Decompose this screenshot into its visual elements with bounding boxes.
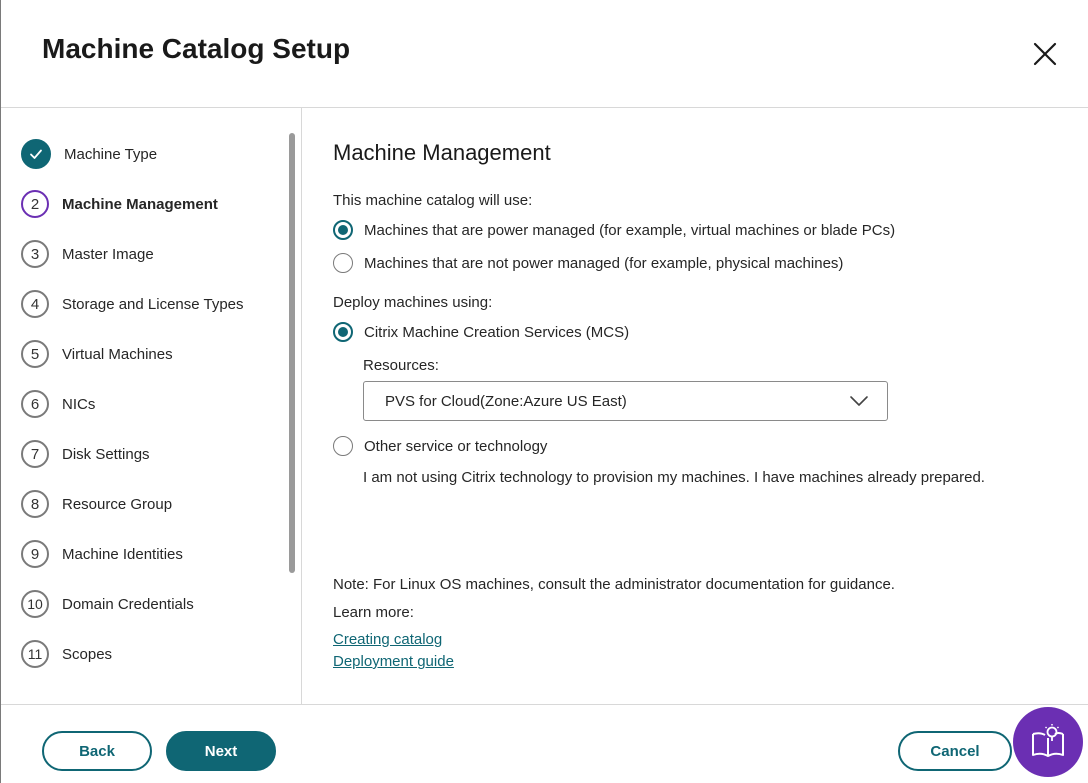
page-title: Machine Management bbox=[333, 140, 551, 165]
step-number: 7 bbox=[21, 440, 49, 468]
sidebar-scrollbar[interactable] bbox=[289, 133, 295, 573]
step-done-indicator bbox=[21, 139, 51, 169]
catalog-use-label: This machine catalog will use: bbox=[333, 192, 533, 209]
steps-sidebar bbox=[1, 108, 302, 704]
step-disk-settings[interactable] bbox=[21, 438, 291, 470]
radio-label: Machines that are power managed (for example, virtual machines or blade PCs) bbox=[364, 221, 896, 239]
chevron-down-icon bbox=[849, 394, 869, 408]
step-number: 9 bbox=[21, 540, 49, 568]
main-panel bbox=[302, 108, 1088, 704]
radio-not-power-managed[interactable] bbox=[333, 253, 843, 273]
step-label: Virtual Machines bbox=[62, 345, 173, 363]
radio-power-managed[interactable] bbox=[333, 220, 895, 240]
radio-mcs[interactable] bbox=[333, 322, 629, 342]
step-label: Resource Group bbox=[62, 495, 173, 513]
step-label: Domain Credentials bbox=[62, 595, 194, 613]
help-book-lightbulb-icon bbox=[1028, 722, 1068, 762]
deployment-guide-link[interactable]: Deployment guide bbox=[333, 653, 454, 670]
step-label: Storage and License Types bbox=[62, 295, 244, 313]
radio-other-service[interactable] bbox=[333, 436, 547, 456]
radio-button-checked[interactable] bbox=[333, 220, 353, 240]
step-machine-management[interactable] bbox=[21, 188, 291, 220]
dialog-header bbox=[1, 0, 1088, 108]
next-button[interactable]: Next bbox=[166, 731, 276, 771]
close-icon bbox=[1029, 38, 1061, 70]
checkmark-icon bbox=[28, 146, 44, 162]
step-label: Disk Settings bbox=[62, 445, 150, 463]
linux-note: Note: For Linux OS machines, consult the administrator documentation for guidance. bbox=[333, 576, 895, 593]
radio-button[interactable] bbox=[333, 436, 353, 456]
step-number: 4 bbox=[21, 290, 49, 318]
dialog-footer bbox=[1, 704, 1088, 783]
resources-label: Resources: bbox=[363, 357, 439, 374]
resources-select-value: PVS for Cloud(Zone:Azure US East) bbox=[385, 392, 627, 410]
radio-button[interactable] bbox=[333, 253, 353, 273]
step-number: 8 bbox=[21, 490, 49, 518]
radio-label: Other service or technology bbox=[364, 437, 548, 455]
back-button[interactable]: Back bbox=[42, 731, 152, 771]
step-number: 3 bbox=[21, 240, 49, 268]
step-number: 11 bbox=[21, 640, 49, 668]
step-resource-group[interactable] bbox=[21, 488, 291, 520]
step-scopes[interactable] bbox=[21, 638, 291, 670]
step-label: Machine Identities bbox=[62, 545, 183, 563]
radio-label: Citrix Machine Creation Services (MCS) bbox=[364, 323, 630, 341]
step-number: 10 bbox=[21, 590, 49, 618]
step-label: Machine Management bbox=[62, 195, 218, 213]
other-description: I am not using Citrix technology to provision my machines. I have machines already prepared. bbox=[363, 469, 985, 486]
help-button[interactable] bbox=[1013, 707, 1083, 777]
dialog-title: Machine Catalog Setup bbox=[42, 33, 351, 64]
learn-more-label: Learn more: bbox=[333, 604, 414, 621]
step-nics[interactable] bbox=[21, 388, 291, 420]
step-label: Master Image bbox=[62, 245, 154, 263]
step-virtual-machines[interactable] bbox=[21, 338, 291, 370]
deploy-label: Deploy machines using: bbox=[333, 294, 493, 311]
creating-catalog-link[interactable]: Creating catalog bbox=[333, 631, 443, 648]
step-machine-identities[interactable] bbox=[21, 538, 291, 570]
radio-button-checked[interactable] bbox=[333, 322, 353, 342]
step-domain-credentials[interactable] bbox=[21, 588, 291, 620]
step-label: Machine Type bbox=[64, 145, 158, 163]
cancel-button[interactable]: Cancel bbox=[898, 731, 1012, 771]
step-number: 6 bbox=[21, 390, 49, 418]
close-button[interactable] bbox=[1029, 38, 1061, 70]
step-label: NICs bbox=[62, 395, 96, 413]
step-machine-type[interactable] bbox=[21, 138, 291, 170]
step-label: Scopes bbox=[62, 645, 113, 663]
resources-select[interactable] bbox=[363, 381, 888, 421]
step-number: 2 bbox=[21, 190, 49, 218]
radio-label: Machines that are not power managed (for example, physical machines) bbox=[364, 254, 844, 272]
step-number: 5 bbox=[21, 340, 49, 368]
step-storage-license-types[interactable] bbox=[21, 288, 291, 320]
step-master-image[interactable] bbox=[21, 238, 291, 270]
